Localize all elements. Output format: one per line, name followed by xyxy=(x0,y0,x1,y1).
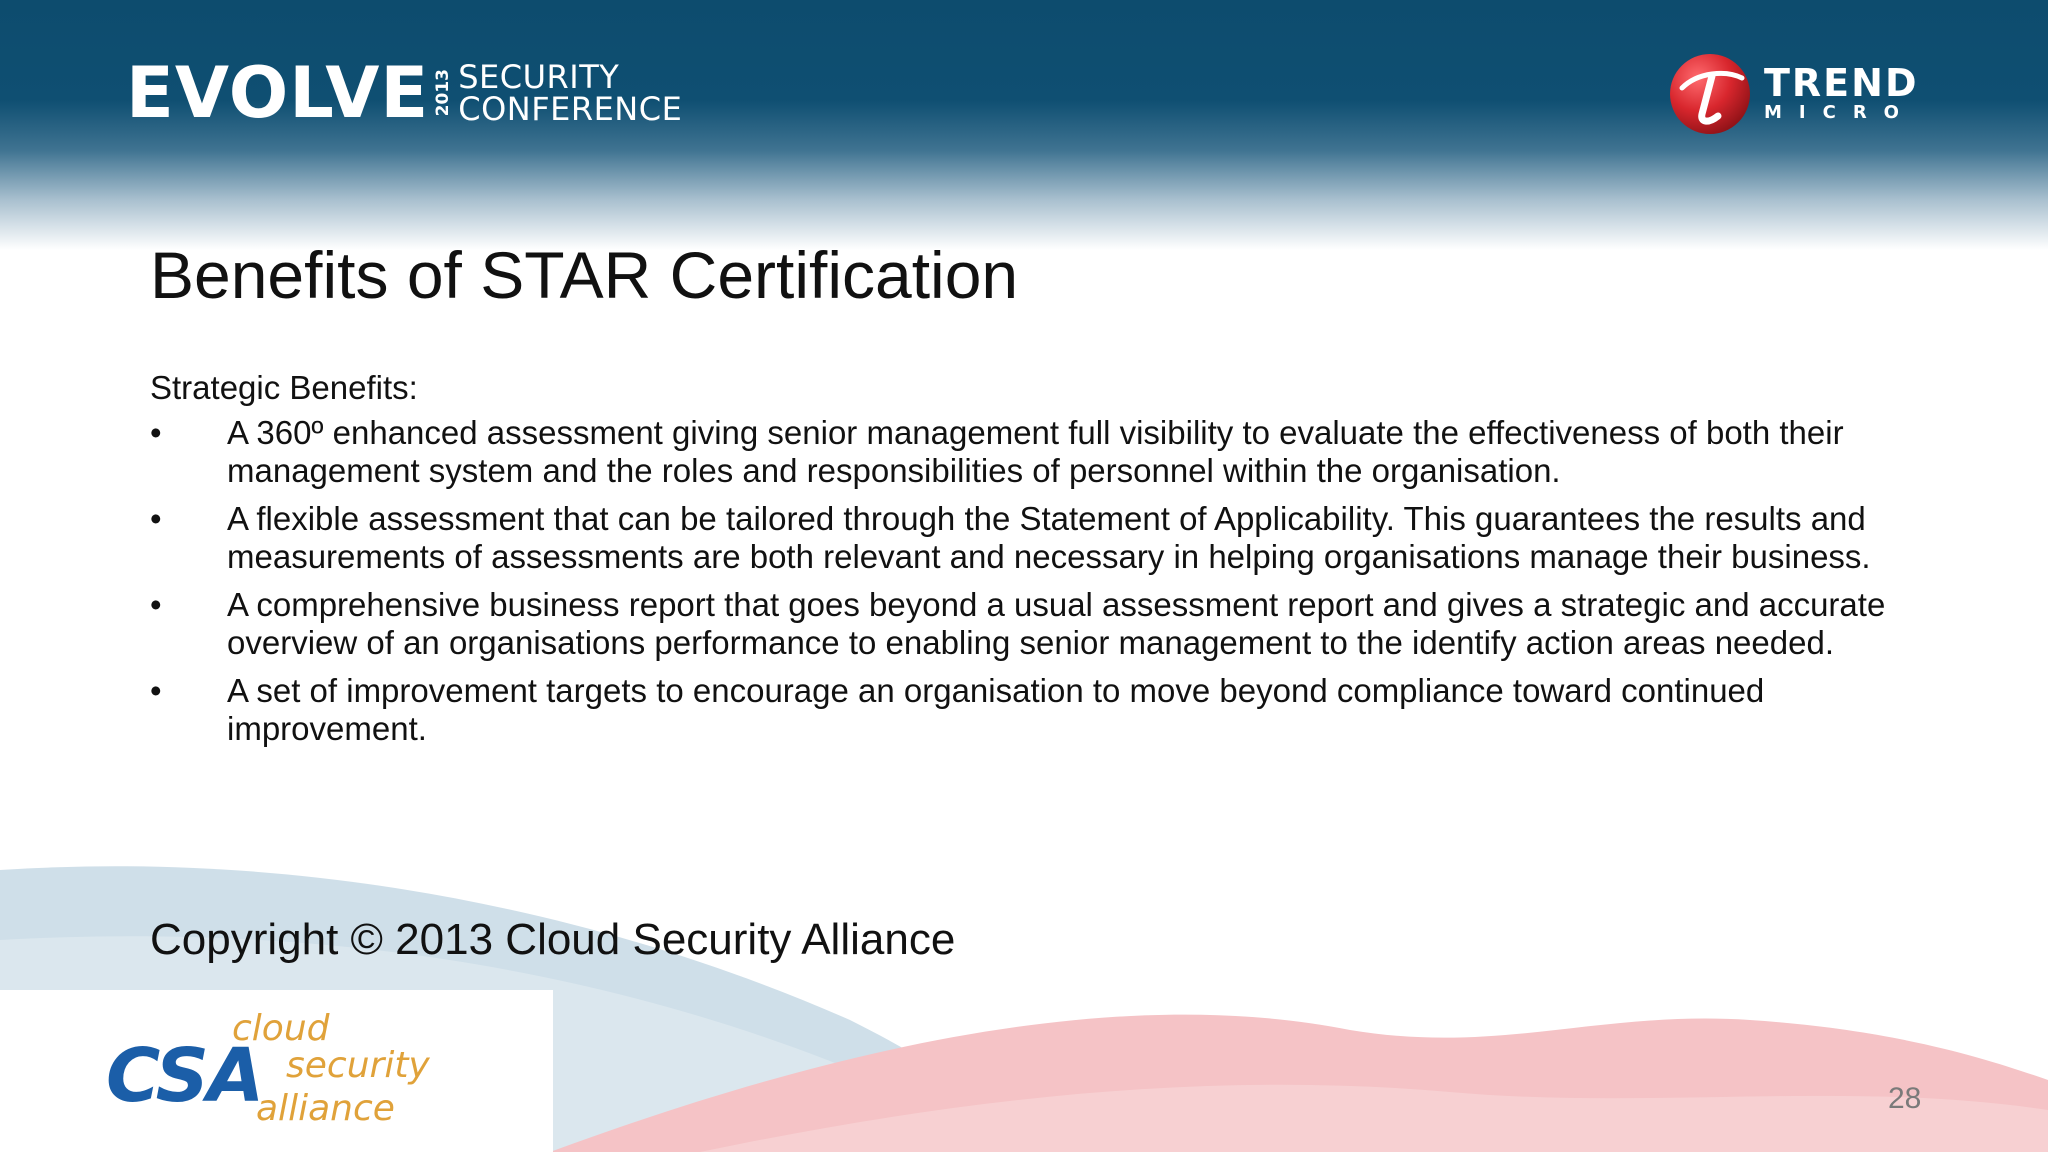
trend-micro-ball-icon xyxy=(1668,52,1752,136)
copyright-notice: Copyright © 2013 Cloud Security Alliance xyxy=(150,915,956,964)
benefit-item xyxy=(150,586,1910,662)
bullet-marker: • xyxy=(150,414,162,451)
trend-logo-line2: MICRO xyxy=(1764,102,1916,123)
benefit-item xyxy=(150,414,1910,490)
benefit-text: A set of improvement targets to encourage an organisation to move beyond compliance toward continued improvement. xyxy=(227,672,1765,747)
csa-logo-acronym: CSA xyxy=(106,1033,263,1119)
benefit-text: A flexible assessment that can be tailored through the Statement of Applicability. This guarantees the results and measurements of assessments are both relevant and necessary in helping organisations manage their business. xyxy=(227,500,1871,575)
page-number: 28 xyxy=(1888,1082,1922,1115)
csa-logo-cloud: cloud xyxy=(232,1008,330,1049)
benefit-item xyxy=(150,500,1910,576)
benefit-item xyxy=(150,672,1910,748)
evolve-logo-subtitle xyxy=(458,58,683,128)
benefit-text: A comprehensive business report that goes beyond a usual assessment report and gives a strategic and accurate overview of an organisations performance to enabling senior management to the identify action areas needed. xyxy=(227,586,1886,661)
evolve-logo-year: 2013 xyxy=(433,69,454,117)
section-intro: Strategic Benefits: xyxy=(150,369,418,406)
csa-logo-security: security xyxy=(286,1045,430,1086)
benefit-text: A 360º enhanced assessment giving senior management full visibility to evaluate the effectiveness of both their management system and the roles and responsibilities of personnel within the organisation. xyxy=(227,414,1844,489)
csa-logo xyxy=(0,990,553,1152)
evolve-conference-logo xyxy=(126,52,683,134)
evolve-logo-line2: CONFERENCE xyxy=(458,90,683,128)
csa-logo-alliance: alliance xyxy=(256,1088,395,1129)
bullet-marker: • xyxy=(150,586,162,623)
trend-micro-logo xyxy=(1668,52,1919,136)
slide-content xyxy=(150,366,1910,758)
slide-title: Benefits of STAR Certification xyxy=(150,238,1019,312)
benefits-list xyxy=(150,414,1910,748)
evolve-logo-line1: SECURITY xyxy=(458,58,620,96)
bullet-marker: • xyxy=(150,500,162,537)
trend-logo-line1: TREND xyxy=(1764,61,1919,105)
evolve-logo-word: EVOLVE xyxy=(126,52,430,134)
bullet-marker: • xyxy=(150,672,162,709)
